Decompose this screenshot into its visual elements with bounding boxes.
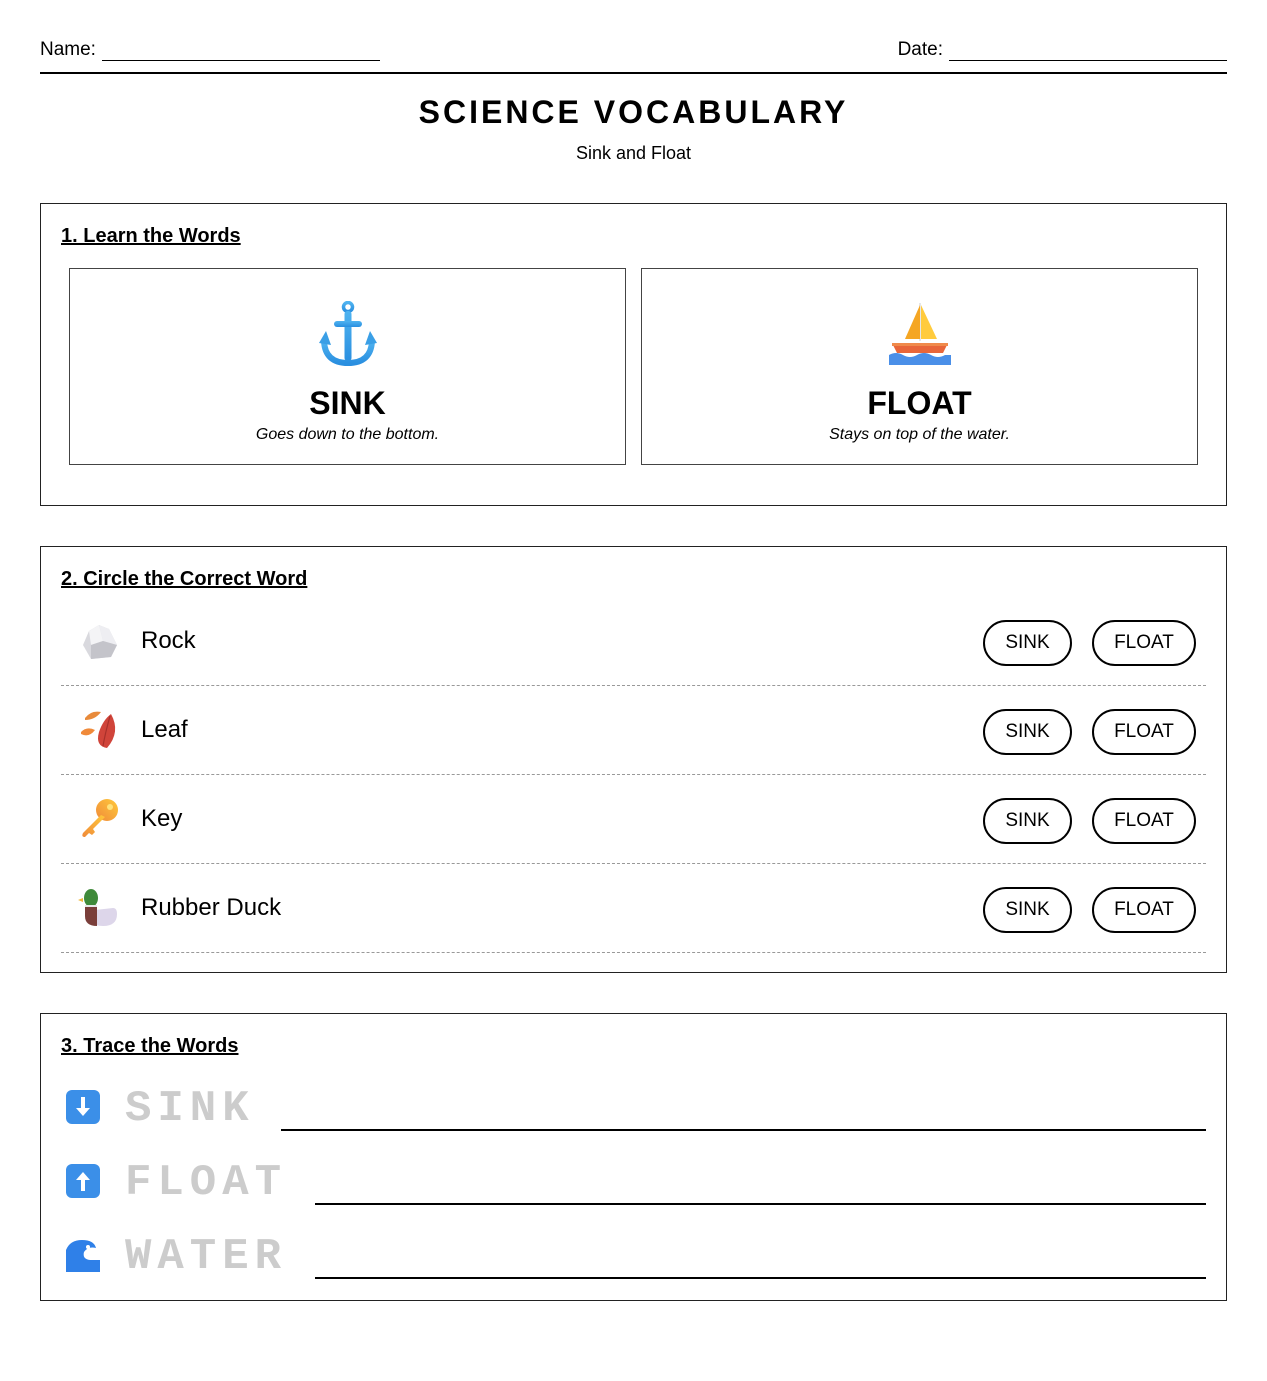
name-field [40, 39, 380, 61]
float-option-button[interactable]: FLOAT [1092, 798, 1196, 844]
writing-line[interactable] [315, 1203, 1206, 1205]
learn-words-section [40, 203, 1227, 506]
name-blank-line[interactable] [102, 41, 380, 61]
sink-option-button[interactable]: SINK [983, 887, 1072, 933]
section-title: 3. Trace the Words [61, 1035, 239, 1057]
name-label: Name: [40, 39, 96, 60]
quiz-row-rubber-duck [61, 864, 1206, 953]
section-title: 2. Circle the Correct Word [61, 568, 308, 590]
date-field [898, 39, 1227, 61]
sailboat-icon [642, 301, 1197, 369]
section-title: 1. Learn the Words [61, 225, 241, 247]
trace-word: WATER [125, 1232, 288, 1282]
float-option-button[interactable]: FLOAT [1092, 887, 1196, 933]
key-icon [77, 797, 121, 841]
vocab-card-float [641, 268, 1198, 465]
page-subtitle: Sink and Float [575, 143, 692, 163]
sink-option-button[interactable]: SINK [983, 709, 1072, 755]
header-row [40, 0, 1227, 74]
vocab-definition: Goes down to the bottom. [255, 426, 440, 443]
quiz-item-label: Rubber Duck [141, 894, 282, 921]
water-wave-icon [66, 1238, 100, 1272]
trace-row-water [61, 1232, 1206, 1292]
sink-option-button[interactable]: SINK [983, 798, 1072, 844]
sink-option-button[interactable]: SINK [983, 620, 1072, 666]
quiz-row-leaf [61, 686, 1206, 775]
vocab-definition: Stays on top of the water. [829, 426, 1010, 443]
down-arrow-icon [66, 1090, 100, 1124]
date-label: Date: [897, 39, 943, 60]
float-option-button[interactable]: FLOAT [1092, 620, 1196, 666]
trace-row-float [61, 1158, 1206, 1218]
writing-line[interactable] [281, 1129, 1206, 1131]
quiz-row-key [61, 775, 1206, 864]
worksheet-page [40, 0, 1227, 1282]
writing-line[interactable] [315, 1277, 1206, 1279]
vocab-card-sink [69, 268, 626, 465]
duck-icon [77, 886, 121, 930]
anchor-icon [70, 301, 625, 369]
trace-word: FLOAT [125, 1158, 288, 1208]
circle-word-section [40, 546, 1227, 973]
quiz-item-label: Key [141, 805, 183, 832]
trace-row-sink [61, 1084, 1206, 1144]
vocab-word: SINK [309, 385, 386, 421]
float-option-button[interactable]: FLOAT [1092, 709, 1196, 755]
trace-word: SINK [125, 1084, 255, 1134]
up-arrow-icon [66, 1164, 100, 1198]
vocab-word: FLOAT [867, 385, 972, 421]
quiz-row-rock [61, 597, 1206, 686]
trace-words-section [40, 1013, 1227, 1301]
quiz-item-label: Leaf [141, 716, 188, 743]
quiz-item-label: Rock [141, 627, 196, 654]
rock-icon [77, 619, 121, 663]
page-title: SCIENCE VOCABULARY [418, 94, 849, 130]
leaf-icon [77, 708, 121, 752]
date-blank-line[interactable] [949, 41, 1227, 61]
